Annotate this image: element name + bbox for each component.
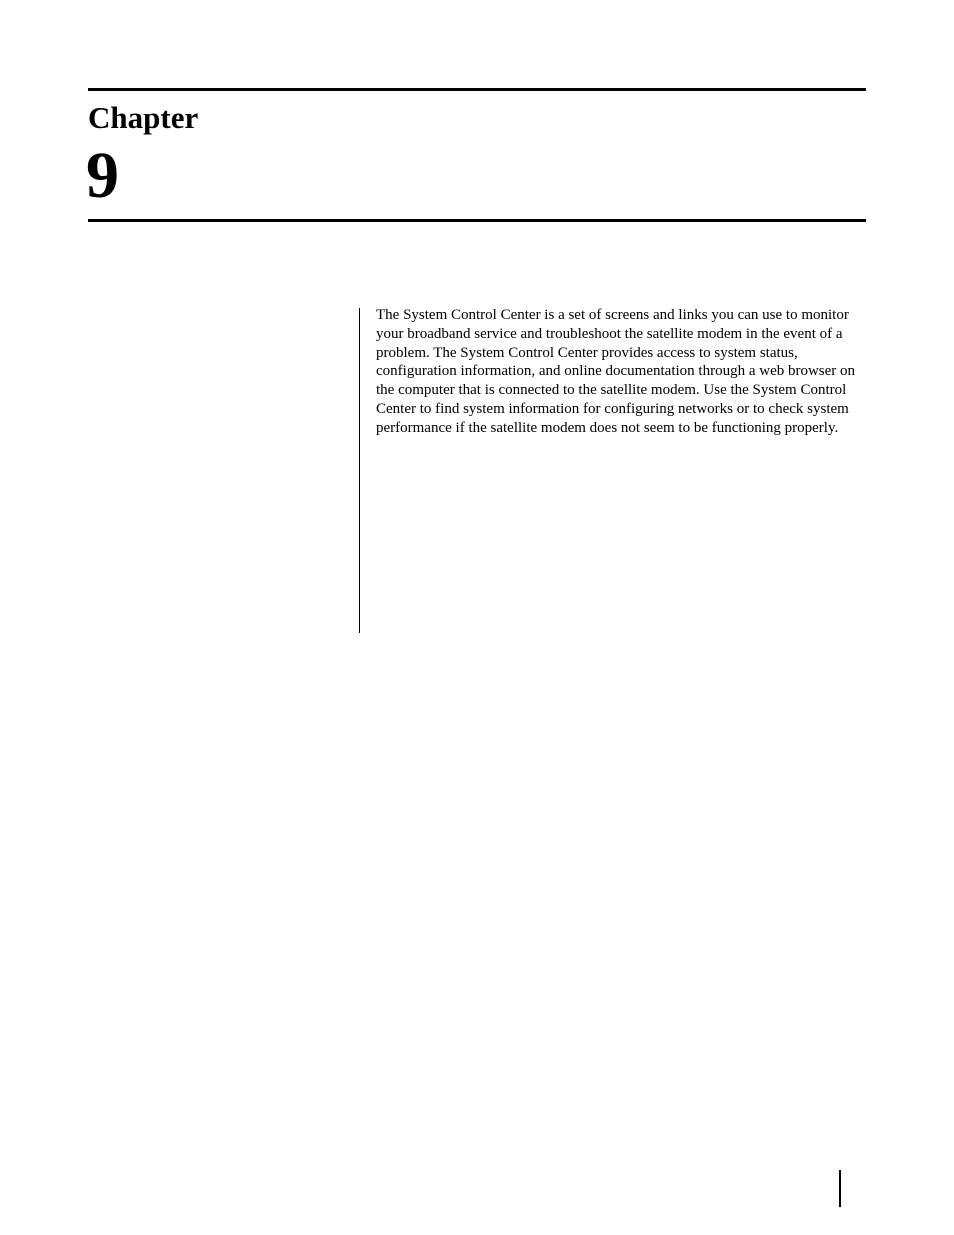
intro-paragraph: The System Control Center is a set of screens and links you can use to monitor your broadband service and troubleshoot the satellite modem in the event of a problem. The System Control Center provides access to system status, configuration information, and online documentation through a web browser on the computer that is connected to the satellite modem. Use the System Control Center to find system information for configuring networks or to check system performance if the satellite modem does not seem to be functioning properly. (376, 307, 856, 436)
intro-sidebar-line (359, 308, 360, 633)
page-footer-mark (839, 1170, 841, 1207)
chapter-number: 9 (86, 139, 119, 212)
chapter-bottom-rule (88, 219, 866, 222)
chapter-label: Chapter (88, 100, 199, 135)
chapter-top-rule (88, 88, 866, 91)
